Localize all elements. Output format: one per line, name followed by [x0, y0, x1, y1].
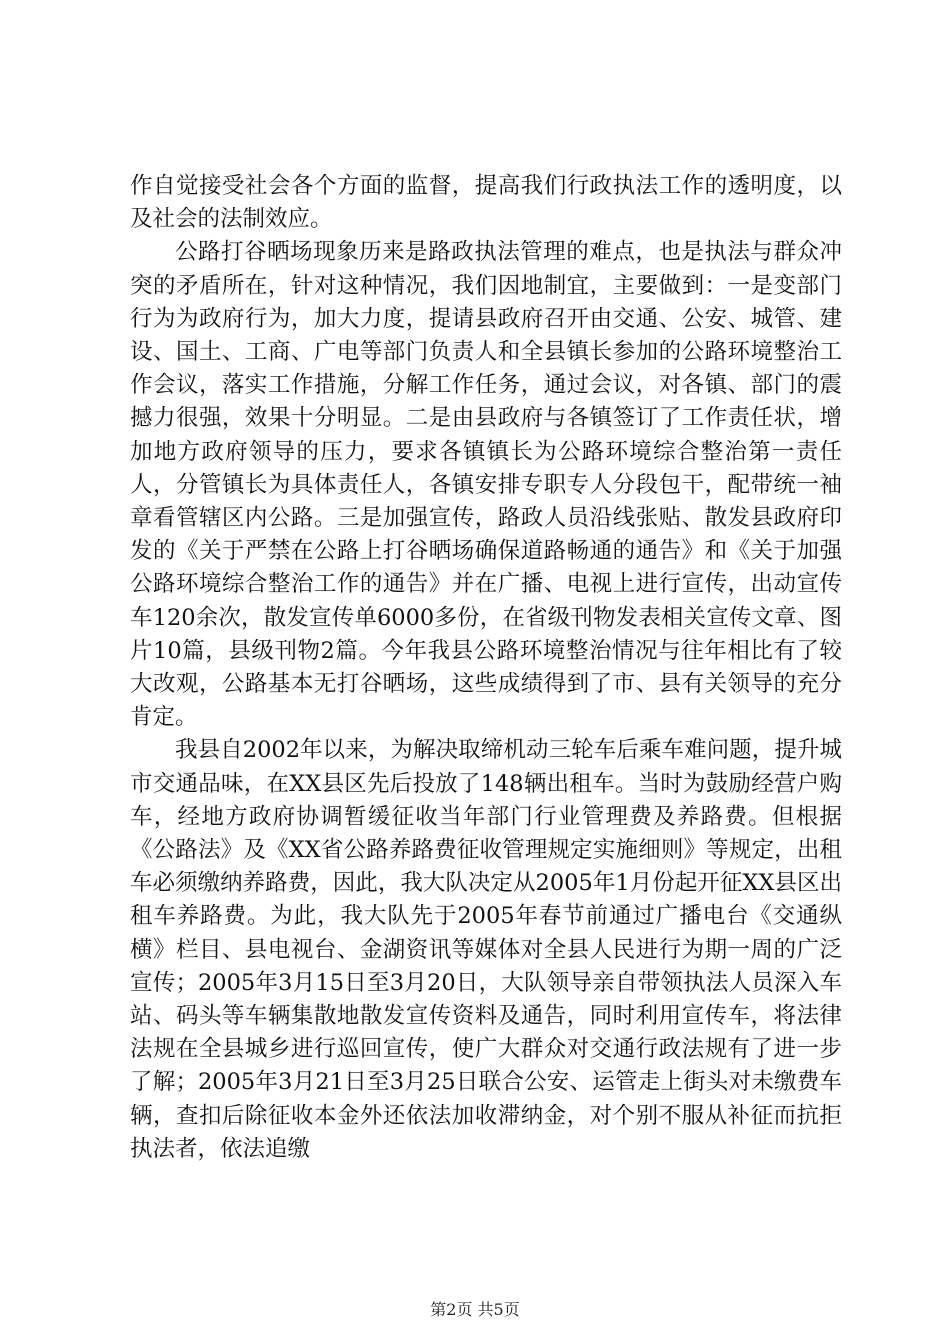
page-footer: 第2页 共5页 — [430, 1300, 520, 1319]
paragraph-taxi-road-fee: 我县自2002年以来，为解决取缔机动三轮车后乘车难问题，提升城市交通品味，在XX县区先后投放了148辆出租车。当时为鼓励经营户购车，经地方政府协调暂缓征收当年部门行业管理费及养路费。但根据《公路法》及《XX省公路养路费征收管理规定实施细则》等规定，出租车必须缴纳养路费，因此，我大队决定从2005年1月份起开征XX县区出租车养路费。为此，我大队先于2005年春节前通过广播电台《交通纵横》栏目、县电视台、金湖资讯等媒体对全县人民进行为期一周的广泛宣传；2005年3月15日至3月20日，大队领导亲自带领执法人员深入车站、码头等车辆集散地散发宣传资料及通告，同时利用宣传车，将法律法规在全县城乡进行巡回宣传，使广大群众对交通行政法规有了进一步了解；2005年3月21日至3月25日联合公安、运管走上街头对未缴费车辆，查扣后除征收本金外还依法加收滞纳金，对个别不服从补征而抗拒执法者，依法追缴 — [130, 737, 842, 1162]
paragraph-continuation: 作自觉接受社会各个方面的监督，提高我们行政执法工作的透明度，以及社会的法制效应。 — [130, 173, 842, 233]
document-body — [130, 170, 842, 1166]
paragraph-road-drying-rectification: 公路打谷晒场现象历来是路政执法管理的难点，也是执法与群众冲突的矛盾所在，针对这种情况，我们因地制宜，主要做到：一是变部门行为为政府行为，加大力度，提请县政府召开由交通、公安、城管、建设、国土、工商、广电等部门负责人和全县镇长参加的公路环境整治工作会议，落实工作措施，分解工作任务，通过会议，对各镇、部门的震撼力很强，效果十分明显。二是由县政府与各镇签订了工作责任状，增加地方政府领导的压力，要求各镇镇长为公路环境综合整治第一责任人，分管镇长为具体责任人，各镇安排专职专人分段包干，配带统一袖章看管辖区内公路。三是加强宣传，路政人员沿线张贴、散发县政府印发的《关于严禁在公路上打谷晒场确保道路畅通的通告》和《关于加强公路环境综合整治工作的通告》并在广播、电视上进行宣传，出动宣传车120余次，散发宣传单6000多份，在省级刊物发表相关宣传文章、图片10篇，县级刊物2篇。今年我县公路环境整治情况与往年相比有了较大改观，公路基本无打谷晒场，这些成绩得到了市、县有关领导的充分肯定。 — [130, 239, 842, 731]
